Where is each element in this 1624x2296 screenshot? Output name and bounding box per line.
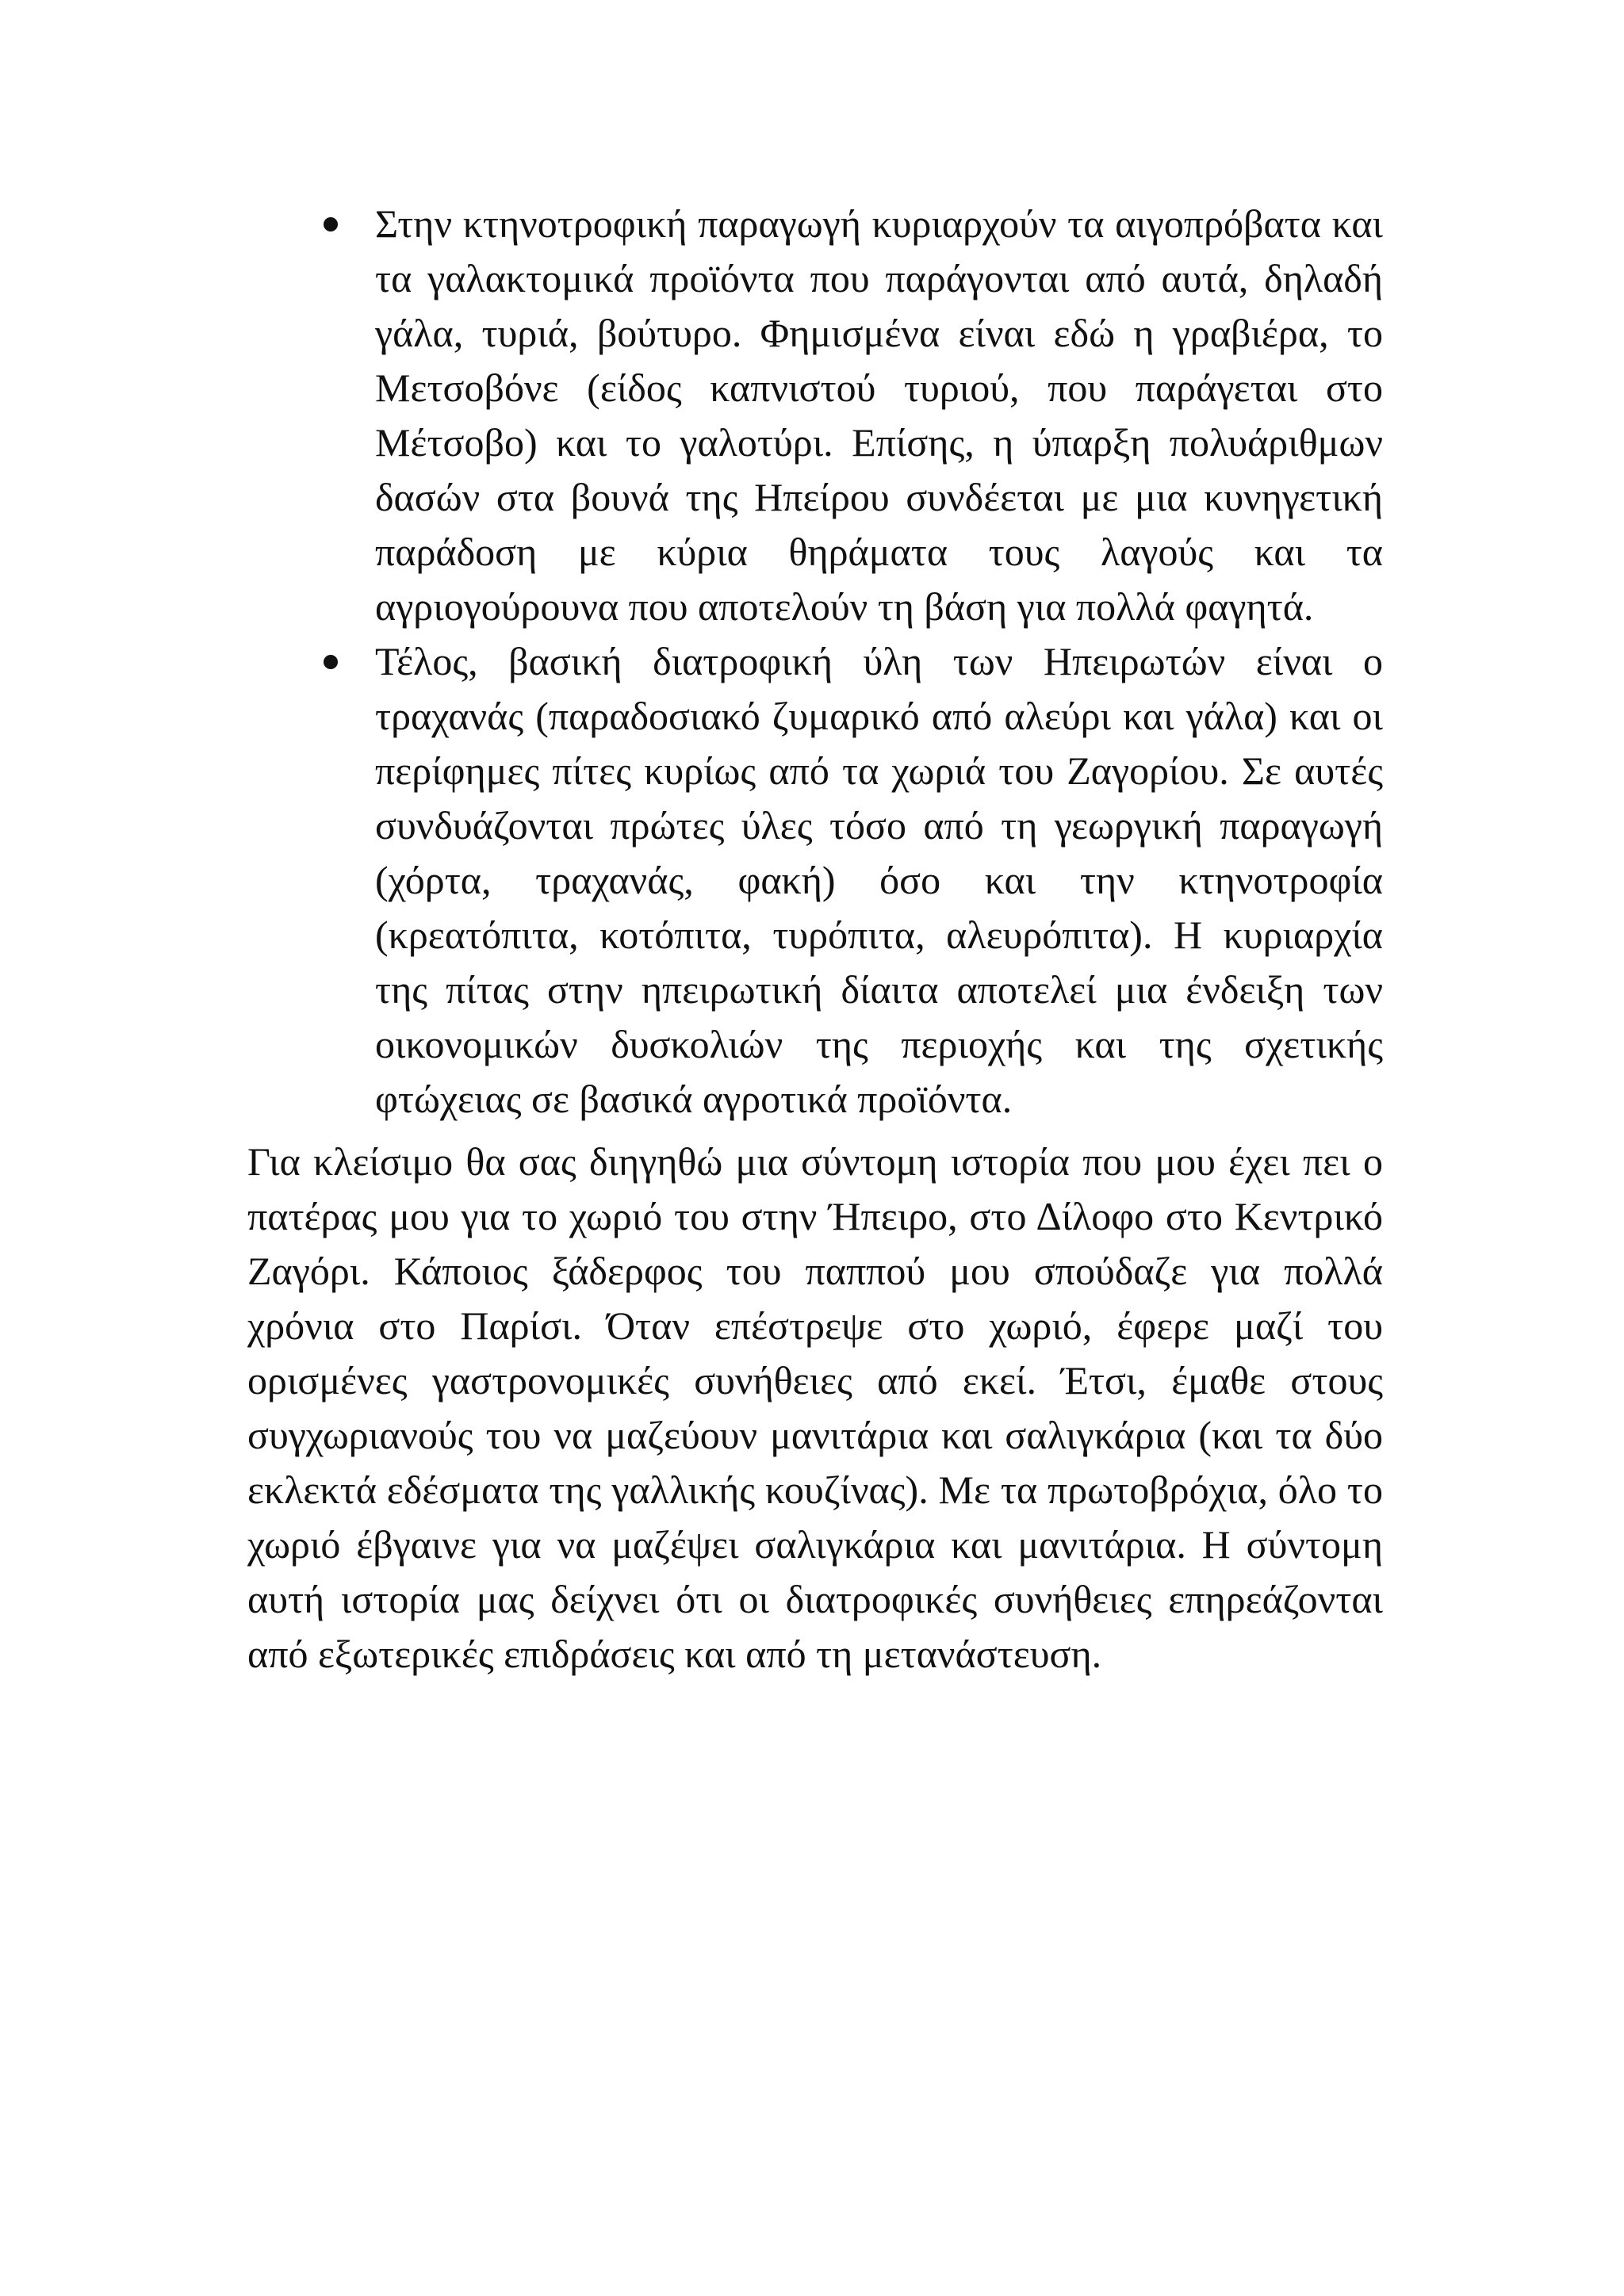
bullet-icon [324, 655, 338, 669]
closing-paragraph: Για κλείσιμο θα σας διηγηθώ μια σύντομη ιστορία που μου έχει πει ο πατέρας μου για το χωριό του στην Ήπειρο, στο Δίλοφο στο Κεντρικό Ζαγόρι. Κάποιος ξάδερφος του παππού μου σπούδαζε για πολλά χρόνια στο Παρίσι. Όταν επέστρεψε στο χωριό, έφερε μαζί του ορισμένες γαστρονομικές συνήθειες από εκεί. Έτσι, έμαθε στους συγχωριανούς του να μαζεύουν μανιτάρια και σαλιγκάρια (και τα δύο εκλεκτά εδέσματα της γαλλικής κουζίνας). Με τα πρωτοβρόχια, όλο το χωριό έβγαινε για να μαζέψει σαλιγκάρια και μανιτάρια. Η σύντομη αυτή ιστορία μας δείχνει ότι οι διατροφικές συνήθειες επηρεάζονται από εξωτερικές επιδράσεις και από τη μετανάστευση. [247, 1139, 1383, 1676]
bullet-item [247, 634, 1383, 1127]
bullet-list [247, 197, 1383, 1127]
bullet-item [247, 197, 1383, 634]
bullet-icon [324, 217, 338, 232]
bullet-text: Στην κτηνοτροφική παραγωγή κυριαρχούν τα αιγοπρόβατα και τα γαλακτομικά προϊόντα που παράγονται από αυτά, δηλαδή γάλα, τυριά, βούτυρο. Φημισμένα είναι εδώ η γραβιέρα, το Μετσοβόνε (είδος καπνιστού τυριού, που παράγεται στο Μέτσοβο) και το γαλοτύρι. Επίσης, η ύπαρξη πολυάριθμων δασών στα βουνά της Ηπείρου συνδέεται με μια κυνηγετική παράδοση με κύρια θηράματα τους λαγούς και τα αγριογούρουνα που αποτελούν τη βάση για πολλά φαγητά. [375, 201, 1383, 629]
bullet-text: Τέλος, βασική διατροφική ύλη των Ηπειρωτών είναι ο τραχανάς (παραδοσιακό ζυμαρικό από αλεύρι και γάλα) και οι περίφημες πίτες κυρίως από τα χωριά του Ζαγορίου. Σε αυτές συνδυάζονται πρώτες ύλες τόσο από τη γεωργική παραγωγή (χόρτα, τραχανάς, φακή) όσο και την κτηνοτροφία (κρεατόπιτα, κοτόπιτα, τυρόπιτα, αλευρόπιτα). Η κυριαρχία της πίτας στην ηπειρωτική δίαιτα αποτελεί μια ένδειξη των οικονομικών δυσκολιών της περιοχής και της σχετικής φτώχειας σε βασικά αγροτικά προϊόντα. [375, 639, 1383, 1121]
document-body [247, 197, 1383, 1682]
